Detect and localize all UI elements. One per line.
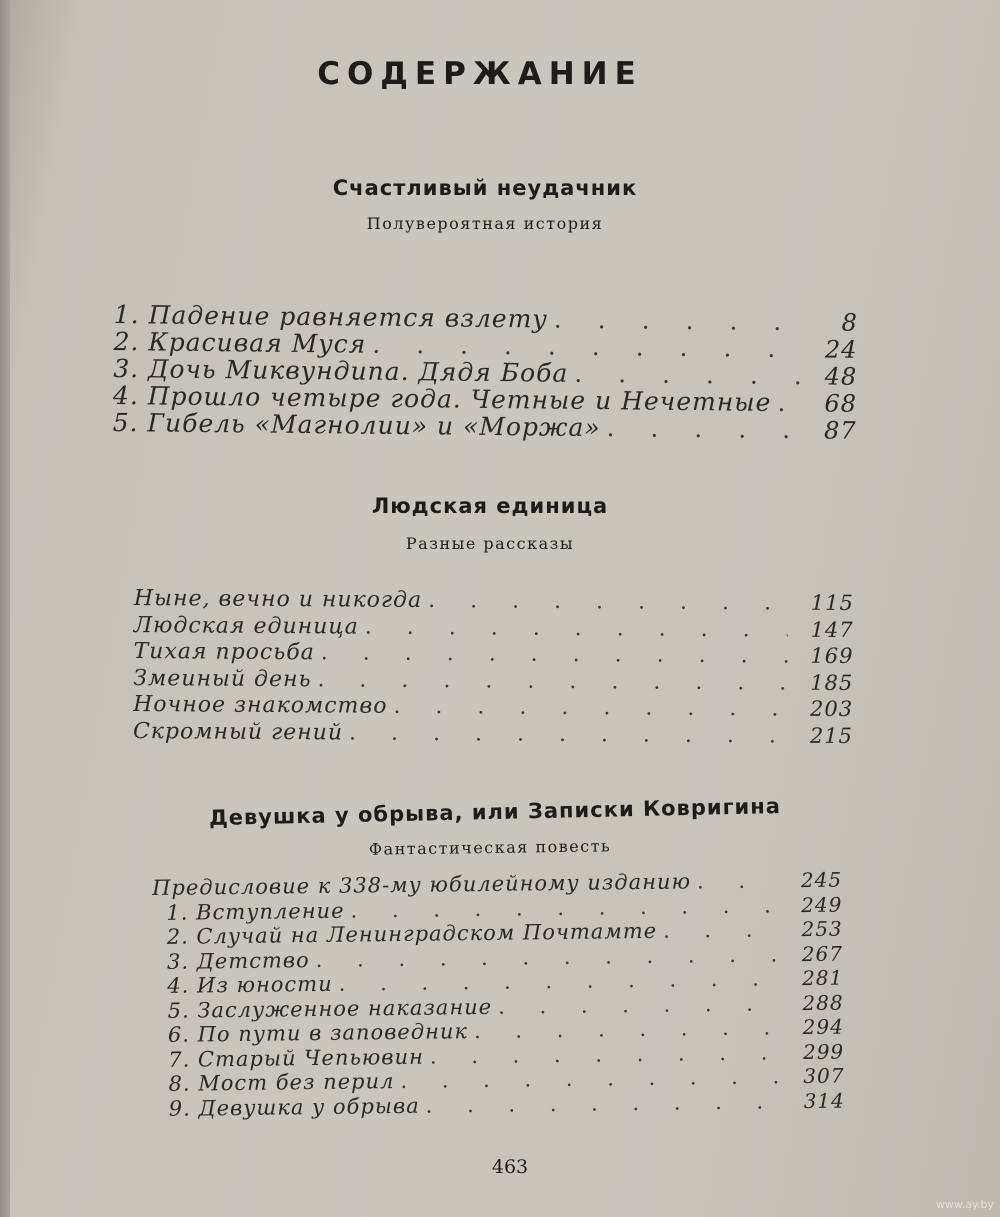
entry-label: 4. Прошло четыре года. Четные и Нечетные [112,380,772,417]
section-2-title: Людская единица [371,494,609,518]
contents-title: СОДЕРЖАНИЕ [317,56,643,92]
leader-dots [317,667,787,695]
entry-page: 245 [800,867,843,893]
leader-dots [606,413,800,444]
book-page [10,0,1000,1217]
entry-label: 1. Вступление [166,898,345,925]
entry-label: 6. По пути в заповедник [167,1019,469,1047]
entry-label: 7. Старый Чепьювин [168,1044,425,1072]
section-2-entries [133,586,854,750]
section-2-subtitle: Разные рассказы [405,534,575,553]
entry-page: 253 [801,916,843,942]
entry-page: 8 [841,308,858,337]
entry-page: 24 [824,335,858,364]
leader-dots [321,640,788,668]
entry-page: 48 [824,362,858,391]
section-3-subtitle: Фантастическая повесть [368,836,612,859]
entry-page: 281 [801,965,844,991]
page-number: 463 [491,1156,529,1178]
entry-page: 215 [809,723,854,748]
entry-label: Ныне, вечно и никогда [133,586,423,614]
leader-dots [697,868,776,893]
entry-label: 9. Девушка у обрыва [168,1093,420,1121]
entry-label: 3. Детство [166,947,310,974]
entry-page: 299 [802,1039,845,1064]
section-1-subtitle: Полувероятная история [366,214,604,233]
section-3-title: Девушка у обрыва, или Записки Ковригина [208,794,782,830]
entry-page: 87 [823,416,857,445]
section-1-entries [113,300,858,443]
entry-page: 185 [810,670,854,695]
entry-label: Ночное знакомство [133,691,388,719]
entry-page: 249 [801,892,843,917]
entry-page: 68 [824,389,858,418]
section-3-entries [152,868,845,1121]
leader-dots [430,1040,779,1068]
entry-label: Людская единица [133,612,359,640]
entry-label: 4. Из юности [167,971,333,998]
entry-label: Скромный гений [132,718,344,745]
leader-dots [393,694,787,722]
leader-dots [498,991,778,1018]
entry-label: 3. Дочь Миквундипа. Дядя Боба [113,353,569,388]
entry-label: 2. Красивая Муся [113,326,367,359]
leader-dots [349,720,787,748]
entry-label: Предисловие к 338-му юбилейному изданию [152,869,692,900]
entry-label: 5. Заслуженное наказание [167,994,493,1023]
leader-dots [428,588,788,616]
leader-dots [426,1089,779,1117]
entry-label: 1. Падение равняется взлету [113,300,549,334]
entry-page: 294 [802,1014,845,1040]
entry-label: Змеиный день [133,665,312,692]
entry-page: 115 [810,590,854,616]
entry-label: 5. Гибель «Магнолии» и «Моржа» [112,407,601,443]
leader-dots [474,1015,778,1043]
entry-label: Тихая просьба [133,638,315,666]
entry-label: 2. Случай на Ленинградском Почтамте [166,918,658,949]
book-spine-edge [0,0,10,1217]
entry-page: 169 [810,643,854,669]
entry-page: 147 [810,617,854,642]
entry-page: 267 [801,941,844,966]
site-watermark: www.ay.by [935,1198,994,1211]
leader-dots [663,917,777,942]
leader-dots [365,614,788,642]
entry-page: 307 [803,1063,845,1089]
toc-entry [133,718,853,750]
entry-page: 288 [802,990,844,1015]
section-1-title: Счастливый неудачник [332,176,638,200]
entry-page: 203 [809,696,854,722]
entry-label: 8. Мост без перил [168,1069,395,1096]
entry-page: 314 [803,1088,845,1113]
leader-dots [777,388,801,417]
